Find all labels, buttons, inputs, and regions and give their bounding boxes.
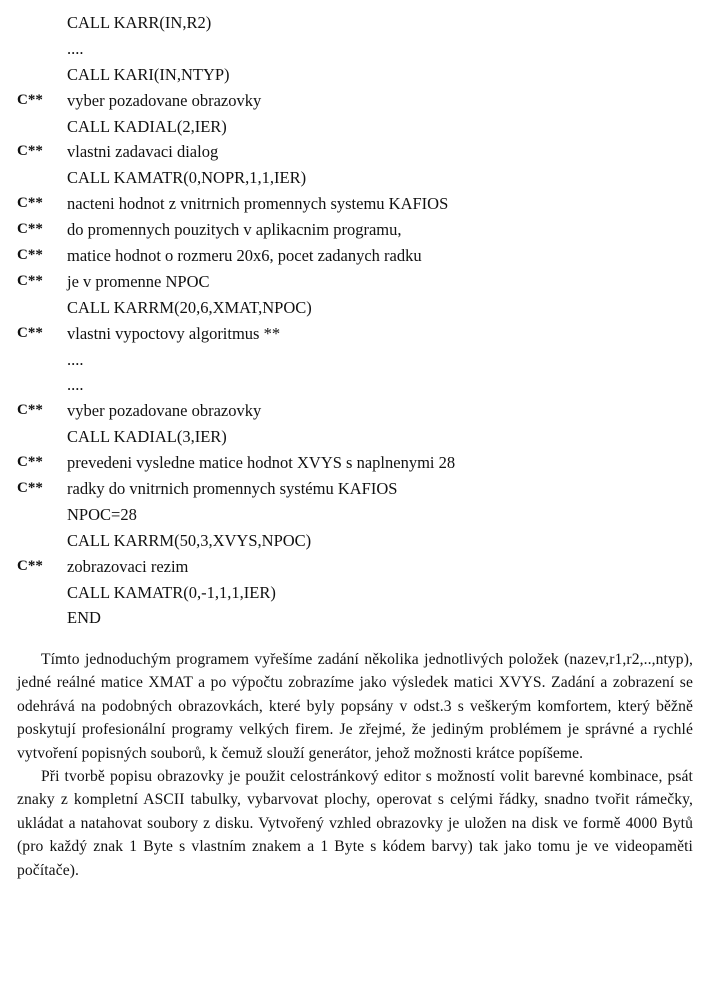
comment-marker: C**: [17, 221, 43, 238]
comment-marker: C**: [17, 91, 43, 108]
statement-text: CALL KARR(IN,R2): [67, 13, 212, 32]
statement-text: ....: [67, 38, 84, 58]
comment-text: nacteni hodnot z vnitrnich promennych systemu KAFIOS: [67, 194, 449, 214]
comment-marker: C**: [17, 195, 43, 212]
comment-line: [0, 88, 708, 114]
comment-text: je v promenne NPOC: [67, 271, 210, 291]
code-line: [0, 10, 708, 36]
statement-text: CALL KAMATR(0,-1,1,1,IER): [67, 582, 276, 602]
code-line: [0, 605, 708, 631]
comment-text: zobrazovaci rezim: [67, 556, 189, 576]
paragraph-2: Při tvorbě popisu obrazovky je použit celostránkový editor s možností volit barevné kombinace, psát znaky z kompletní ASCII tabulky, vybarvovat plochy, operovat s celými řádky, snadno tvořit rámečky, ukládat a natahovat soubory z disku. Vytvořený vzhled obrazovky je uložen na disk ve formě 4000 Bytů (pro každý znak 1 Byte s vlastním znakem a 1 Byte s kódem barvy) tak jako tomu je ve videopaměti počítače).: [17, 768, 693, 879]
paragraph-1: Tímto jednoduchým programem vyřešíme zadání několika jednotlivých položek (nazev,r1,r2,..,ntyp), jedné reálné matice XMAT a po výpočtu zobrazíme jako výsledek matici XVYS. Zadání a zobrazení se odehrává na podobných obrazovkách, které byly popsány v odst.3 s veškerým komfortem, který běžně poskytují profesionální programy velkých firem. Je zřejmé, že jediným problémem je správné a rychlé vytvoření popisných souborů, k čemuž slouží generátor, jehož možnosti krátce popíšeme.: [17, 651, 693, 762]
comment-line: [0, 269, 708, 295]
statement-text: ....: [67, 349, 84, 369]
code-listing: [0, 10, 708, 631]
body-text: [17, 648, 693, 882]
code-line: [0, 165, 708, 191]
code-line: [0, 347, 708, 373]
comment-marker: C**: [17, 324, 43, 341]
comment-marker: C**: [17, 272, 43, 289]
comment-marker: C**: [17, 557, 43, 574]
comment-line: [0, 450, 708, 476]
code-line: [0, 502, 708, 528]
comment-text: prevedeni vysledne matice hodnot XVYS s naplnenymi 28: [67, 453, 456, 473]
comment-line: [0, 476, 708, 502]
comment-marker: C**: [17, 480, 43, 497]
comment-text: vyber pozadovane obrazovky: [67, 401, 262, 421]
comment-text: radky do vnitrnich promennych systému KAFIOS: [67, 479, 398, 499]
comment-marker: C**: [17, 247, 43, 264]
comment-line: [0, 139, 708, 165]
statement-text: CALL KARRM(20,6,XMAT,NPOC): [67, 297, 312, 317]
statement-text: END: [67, 608, 101, 628]
code-line: [0, 114, 708, 140]
comment-text: vlastni vypoctovy algoritmus **: [67, 323, 281, 343]
comment-text: matice hodnot o rozmeru 20x6, pocet zadanych radku: [67, 246, 422, 266]
comment-line: [0, 243, 708, 269]
code-line: [0, 36, 708, 62]
comment-line: [0, 321, 708, 347]
code-line: [0, 424, 708, 450]
comment-text: vlastni zadavaci dialog: [67, 142, 219, 162]
comment-text: do promennych pouzitych v aplikacnim programu,: [67, 220, 402, 240]
statement-text: CALL KAMATR(0,NOPR,1,1,IER): [67, 168, 307, 188]
comment-line: [0, 217, 708, 243]
statement-text: CALL KADIAL(3,IER): [67, 427, 227, 447]
statement-text: CALL KADIAL(2,IER): [67, 116, 227, 136]
statement-text: CALL KARI(IN,NTYP): [67, 64, 230, 84]
comment-line: [0, 554, 708, 580]
code-line: [0, 295, 708, 321]
comment-text: vyber pozadovane obrazovky: [67, 90, 262, 110]
comment-marker: C**: [17, 402, 43, 419]
comment-line: [0, 398, 708, 424]
statement-text: CALL KARRM(50,3,XVYS,NPOC): [67, 530, 312, 550]
statement-text: NPOC=28: [67, 504, 137, 524]
code-line: [0, 62, 708, 88]
code-line: [0, 580, 708, 606]
code-line: [0, 528, 708, 554]
comment-marker: C**: [17, 454, 43, 471]
statement-text: ....: [67, 375, 84, 395]
code-line: [0, 372, 708, 398]
comment-marker: C**: [17, 143, 43, 160]
comment-line: [0, 191, 708, 217]
